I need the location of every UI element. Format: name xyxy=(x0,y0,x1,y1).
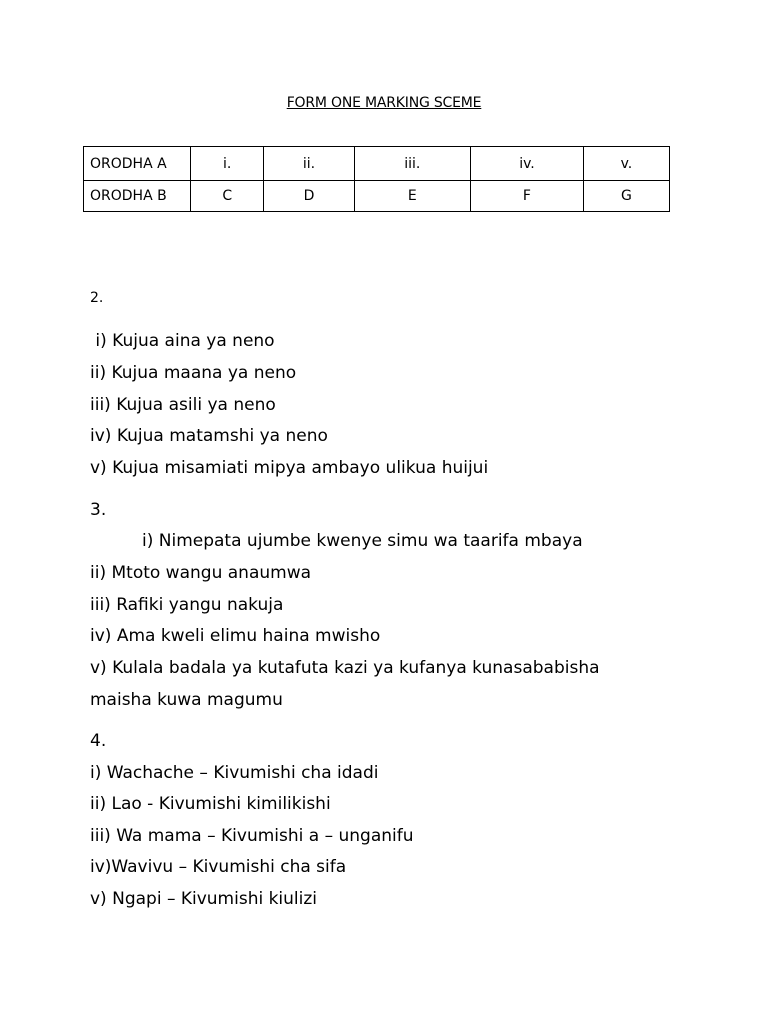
table-row xyxy=(84,147,670,181)
list-item: ii) Kujua maana ya neno xyxy=(90,363,297,383)
table-row xyxy=(84,181,670,212)
table-cell: ii. xyxy=(264,147,354,181)
table-cell: F xyxy=(471,181,584,212)
list-item: i) Nimepata ujumbe kwenye simu wa taarifa mbaya xyxy=(142,531,583,551)
table-cell: C xyxy=(191,181,264,212)
table-cell: i. xyxy=(191,147,264,181)
row-label: ORODHA A xyxy=(84,147,191,181)
table-cell: G xyxy=(583,181,669,212)
list-item: v) Kulala badala ya kutafuta kazi ya kufanya kunasababisha xyxy=(90,658,600,678)
row-label: ORODHA B xyxy=(84,181,191,212)
list-item: i) Wachache – Kivumishi cha idadi xyxy=(90,763,379,783)
table-cell: D xyxy=(264,181,354,212)
section-number: 2. xyxy=(90,290,104,306)
section-number: 4. xyxy=(90,731,107,751)
list-item: maisha kuwa magumu xyxy=(90,690,283,710)
list-item: iv) Kujua matamshi ya neno xyxy=(90,426,328,446)
list-item: v) Ngapi – Kivumishi kiulizi xyxy=(90,889,318,909)
list-item: v) Kujua misamiati mipya ambayo ulikua huijui xyxy=(90,458,489,478)
list-item: i) Kujua aina ya neno xyxy=(90,331,275,351)
list-item: iv) Ama kweli elimu haina mwisho xyxy=(90,626,381,646)
page-title: FORM ONE MARKING SCEME xyxy=(286,95,482,111)
table-cell: E xyxy=(354,181,471,212)
list-item: ii) Mtoto wangu anaumwa xyxy=(90,563,312,583)
table-cell: iii. xyxy=(354,147,471,181)
table-cell: iv. xyxy=(471,147,584,181)
matching-table xyxy=(83,146,670,212)
list-item: iii) Kujua asili ya neno xyxy=(90,395,276,415)
list-item: iv)Wavivu – Kivumishi cha sifa xyxy=(90,857,347,877)
list-item: iii) Wa mama – Kivumishi a – unganifu xyxy=(90,826,414,846)
table-cell: v. xyxy=(583,147,669,181)
list-item: iii) Rafiki yangu nakuja xyxy=(90,595,284,615)
list-item: ii) Lao - Kivumishi kimilikishi xyxy=(90,794,331,814)
section-number: 3. xyxy=(90,500,107,520)
